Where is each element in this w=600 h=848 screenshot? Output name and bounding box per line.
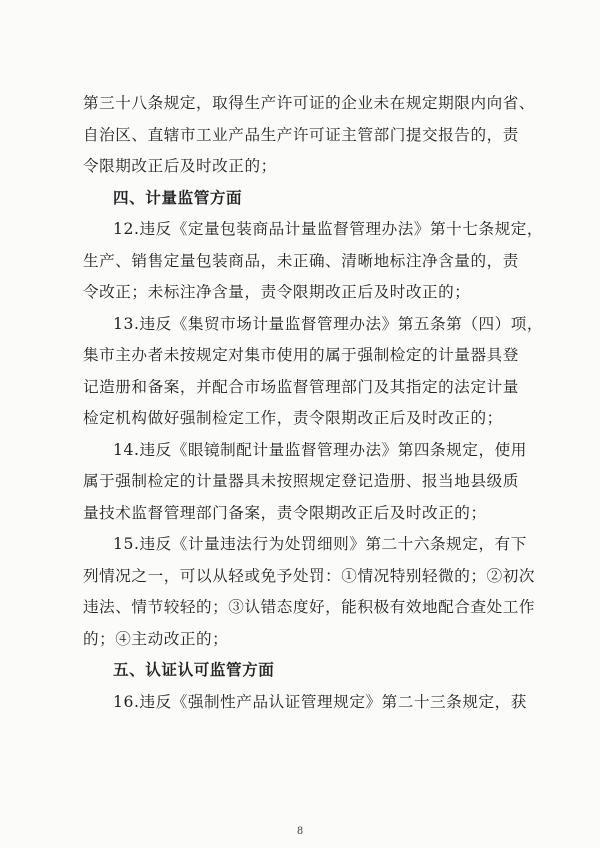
paragraph-line: 量技术监督管理部门备案，责令限期改正后及时改正的； (83, 503, 487, 522)
paragraph-line: 记造册和备案，并配合市场监督管理部门及其指定的法定计量 (83, 377, 519, 396)
document-body (83, 88, 544, 718)
paragraph-line: 13.违反《集贸市场计量监督管理办法》第五条第（四）项， (113, 314, 544, 333)
paragraph-line: 集市主办者未按规定对集市使用的属于强制检定的计量器具登 (83, 346, 519, 364)
section-heading-metrology: 四、计量监管方面 (113, 188, 243, 207)
paragraph-line: 属于强制检定的计量器具未按照规定登记造册、报当地县级质 (83, 472, 519, 490)
paragraph-line: 15.违反《计量违法行为处罚细则》第二十六条规定，有下 (113, 535, 527, 553)
paragraph-line: 14.违反《眼镜制配计量监督管理办法》第四条规定，使用 (113, 440, 527, 459)
paragraph-line: 列情况之一，可以从轻或免予处罚：①情况特别轻微的；②初次 (83, 566, 536, 585)
paragraph-line: 违法、情节较轻的；③认错态度好，能积极有效地配合查处工作 (83, 598, 536, 616)
paragraph-line: 第三十八条规定，取得生产许可证的企业未在规定期限内向省、 (83, 94, 536, 112)
paragraph-line: 16.违反《强制性产品认证管理规定》第二十三条规定，获 (113, 692, 527, 711)
paragraph-line: 12.违反《定量包装商品计量监督管理办法》第十七条规定， (113, 220, 544, 238)
paragraph-line: 的；④主动改正的； (83, 629, 229, 648)
paragraph-line: 生产、销售定量包装商品，未正确、清晰地标注净含量的，责 (83, 251, 519, 270)
section-heading-certification: 五、认证认可监管方面 (113, 661, 275, 679)
paragraph-line: 令限期改正后及时改正的； (83, 157, 277, 175)
page-number: 8 (296, 826, 304, 837)
paragraph-line: 检定机构做好强制检定工作，责令限期改正后及时改正的； (83, 409, 503, 427)
paragraph-line: 令改正；未标注净含量，责令限期改正后及时改正的； (83, 283, 471, 301)
paragraph-line: 自治区、直辖市工业产品生产许可证主管部门提交报告的，责 (83, 125, 519, 144)
